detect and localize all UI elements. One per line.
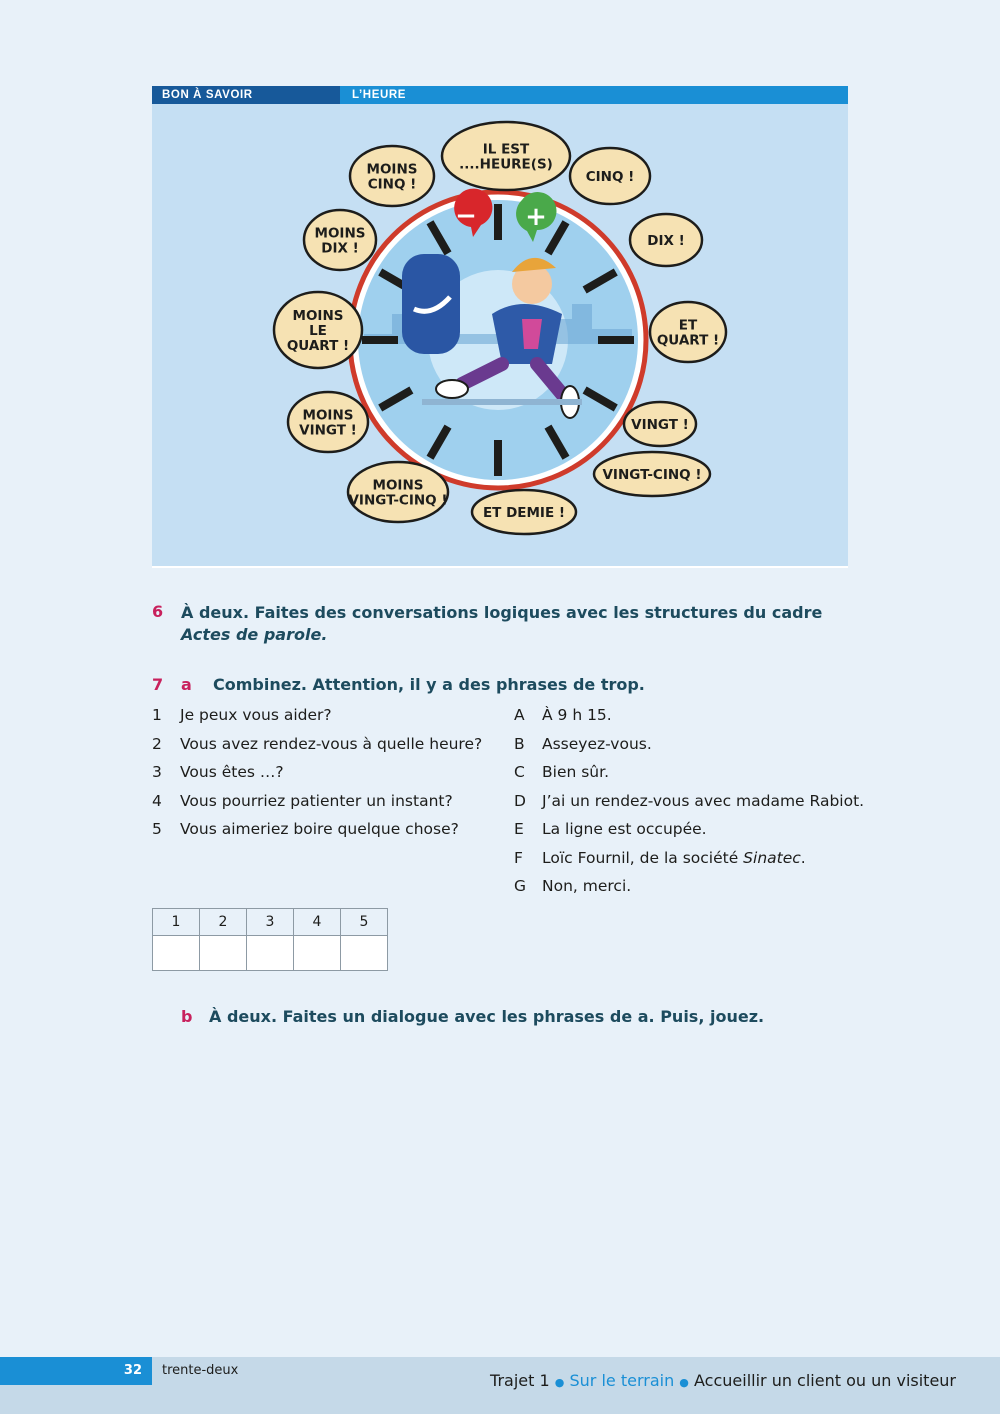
speech-bubble-moins-cinq [350,146,434,206]
speech-bubble-vingt [624,402,696,446]
page-footer [0,1357,1000,1414]
exercise-6-line-2: Actes de parole. [181,625,328,644]
speech-bubble-vingt-cinq [594,452,710,496]
exercise-7a-instruction: Combinez. Attention, il y a des phrases de trop. [213,675,645,694]
breadcrumb-trajet: Trajet 1 [490,1371,550,1390]
box-label-right: L’HEURE [340,86,848,104]
speech-bubble-et-quart [650,302,726,362]
answer-cell-4[interactable] [294,936,341,971]
exercise-7b-letter: b [181,1007,193,1026]
clock-svg [152,104,848,566]
bubble-text: DIX ! [321,240,359,257]
bubble-text: CINQ ! [585,169,635,185]
speech-bubble-cinq [570,148,650,204]
bubble-text: ET DEMIE ! [482,505,566,521]
speech-bubble-moins-le-quart [274,292,362,368]
grid-header-cell: 1 [153,909,200,936]
info-box-header [152,86,848,104]
svg-text:−: − [455,201,477,231]
bullet-icon: ● [554,1376,565,1389]
speech-bubble-moins-dix [304,210,376,270]
bubble-text: MOINS [366,161,418,178]
speech-bubble-et-demie [472,490,576,534]
bubble-text: VINGT ! [299,422,357,439]
grid-header-cell: 5 [341,909,388,936]
exercise-7a-letter: a [181,675,192,694]
answer-cell-1[interactable] [153,936,200,971]
bubble-text: VINGT ! [631,417,689,433]
bubble-text: QUART ! [656,332,720,349]
exercise-6-instruction [181,602,841,646]
bubble-text: MOINS [372,477,424,494]
grid-header-cell: 2 [200,909,247,936]
bubble-text: DIX ! [647,233,685,249]
footer-breadcrumb [490,1371,956,1390]
bubble-text: VINGT-CINQ ! [602,467,702,483]
speech-bubble-moins-vingt-cinq [348,462,448,522]
breadcrumb-section: Sur le terrain [569,1371,675,1390]
speech-bubble-dix [630,214,702,266]
bubble-text: VINGT-CINQ ! [348,492,448,509]
bubble-text: ET [678,317,698,334]
answer-grid [152,908,388,971]
page-number: 32 [123,1363,142,1378]
breadcrumb-topic: Accueillir un client ou un visiteur [694,1371,956,1390]
bubble-text: MOINS [302,407,354,424]
grid-header-cell: 3 [247,909,294,936]
svg-text:+: + [525,202,547,232]
exercise-6-number: 6 [152,602,164,621]
clock-illustration [152,104,848,568]
speech-bubble-moins-vingt [288,392,368,452]
bubble-text: MOINS [292,308,344,324]
bubble-text: CINQ ! [367,176,417,193]
page-number-words: trente-deux [162,1363,239,1378]
answer-grid-inputs [153,936,388,971]
exercise-7-number: 7 [152,675,164,694]
answer-cell-2[interactable] [200,936,247,971]
exercise-6-line-1: À deux. Faites des conversations logiques avec les structures du cadre [181,603,823,622]
bubble-text: ....HEURE(S) [459,156,553,173]
bubble-text: MOINS [314,225,366,242]
speech-bubble-il-est [442,122,570,190]
box-label-left: BON À SAVOIR [152,86,340,104]
bubble-text: LE [309,323,327,339]
bubble-text: IL EST [482,141,530,158]
exercise-7b-instruction: À deux. Faites un dialogue avec les phrases de a. Puis, jouez. [209,1007,765,1026]
page-number-box [0,1357,152,1385]
grid-header-cell: 4 [294,909,341,936]
bubble-text: QUART ! [286,338,350,354]
answer-cell-3[interactable] [247,936,294,971]
bullet-icon: ● [679,1376,689,1389]
answer-grid-header [153,909,388,936]
answer-cell-5[interactable] [341,936,388,971]
